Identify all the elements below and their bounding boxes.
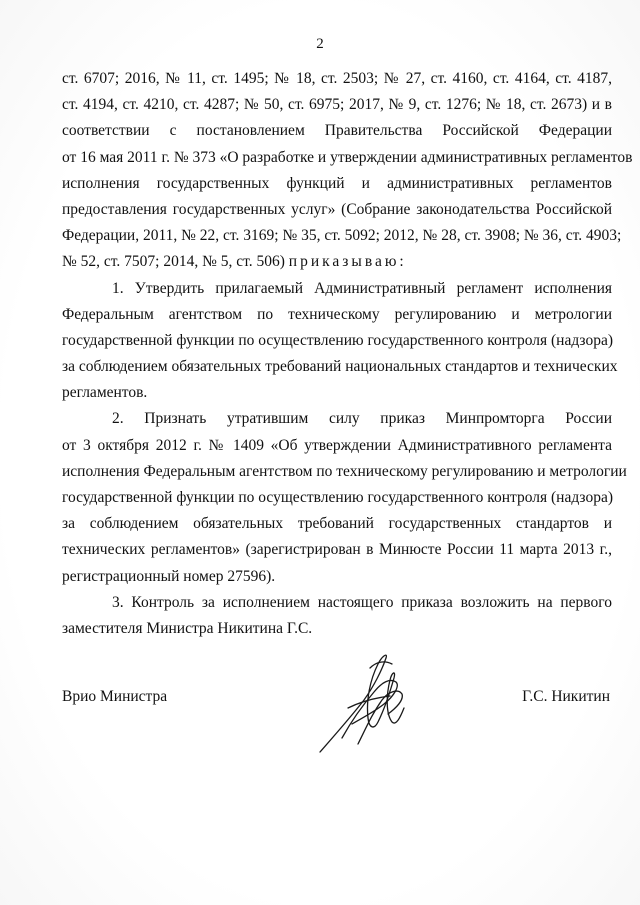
item2-line: исполнения Федеральным агентством по техническому регулированию и метрологии (62, 462, 627, 480)
item1-line: Федеральным агентством по техническому регулированию и метрологии (62, 305, 612, 323)
order-prefix: № 52, ст. 7507; 2014, № 5, ст. 506) (62, 253, 285, 271)
body-line: ст. 6707; 2016, № 11, ст. 1495; № 18, ст. 2503; № 27, ст. 4160, ст. 4164, ст. 4187, (62, 70, 612, 87)
handwritten-signature-icon (312, 648, 422, 758)
item3-line: 3. Контроль за исполнением настоящего приказа возложить на первого (112, 593, 612, 611)
body-line: ст. 4194, ст. 4210, ст. 4287; № 50, ст. 6975; 2017, № 9, ст. 1276; № 18, ст. 2673) и в (62, 96, 612, 114)
item3-line: заместителя Министра Никитина Г.С. (62, 619, 313, 637)
body-line-order (62, 249, 612, 275)
page-number: 2 (316, 36, 324, 52)
item2-line: государственной функции по осуществлению государственного контроля (надзора) (62, 489, 613, 506)
signer-title: Врио Министра (62, 688, 168, 705)
body-line: от 16 мая 2011 г. № 373 «О разработке и утверждении административных регламентов (62, 148, 633, 166)
signature-block (62, 688, 612, 768)
item2-line: за соблюдением обязательных требований государственных стандартов и (62, 515, 612, 533)
item1-line: государственной функции по осуществлению государственного контроля (надзора) (62, 331, 613, 349)
item1-line: 1. Утвердить прилагаемый Административный регламент исполнения (112, 279, 612, 297)
item2-line: от 3 октября 2012 г. № 1409 «Об утверждении Административного регламента (62, 436, 612, 454)
document-body (62, 66, 633, 642)
body-line: предоставления государственных услуг» (Собрание законодательства Российской (62, 200, 612, 218)
body-line: Федерации, 2011, № 22, ст. 3169; № 35, ст. 5092; 2012, № 28, ст. 3908; № 36, ст. 4903; (62, 227, 622, 245)
body-line: соответствии с постановлением Правительства Российской Федерации (62, 122, 612, 140)
body-line: исполнения государственных функций и административных регламентов (62, 174, 612, 192)
item2-line: регистрационный номер 27596). (62, 567, 276, 585)
item1-line: регламентов. (62, 384, 148, 402)
order-word: приказываю: (288, 253, 407, 271)
item2-line: технических регламентов» (зарегистрирован в Минюсте России 11 марта 2013 г., (62, 541, 612, 559)
item2-line: 2. Признать утратившим силу приказ Минпромторга России (112, 410, 612, 428)
signer-name: Г.С. Никитин (522, 688, 610, 705)
item1-line: за соблюдением обязательных требований национальных стандартов и технических (62, 358, 618, 376)
